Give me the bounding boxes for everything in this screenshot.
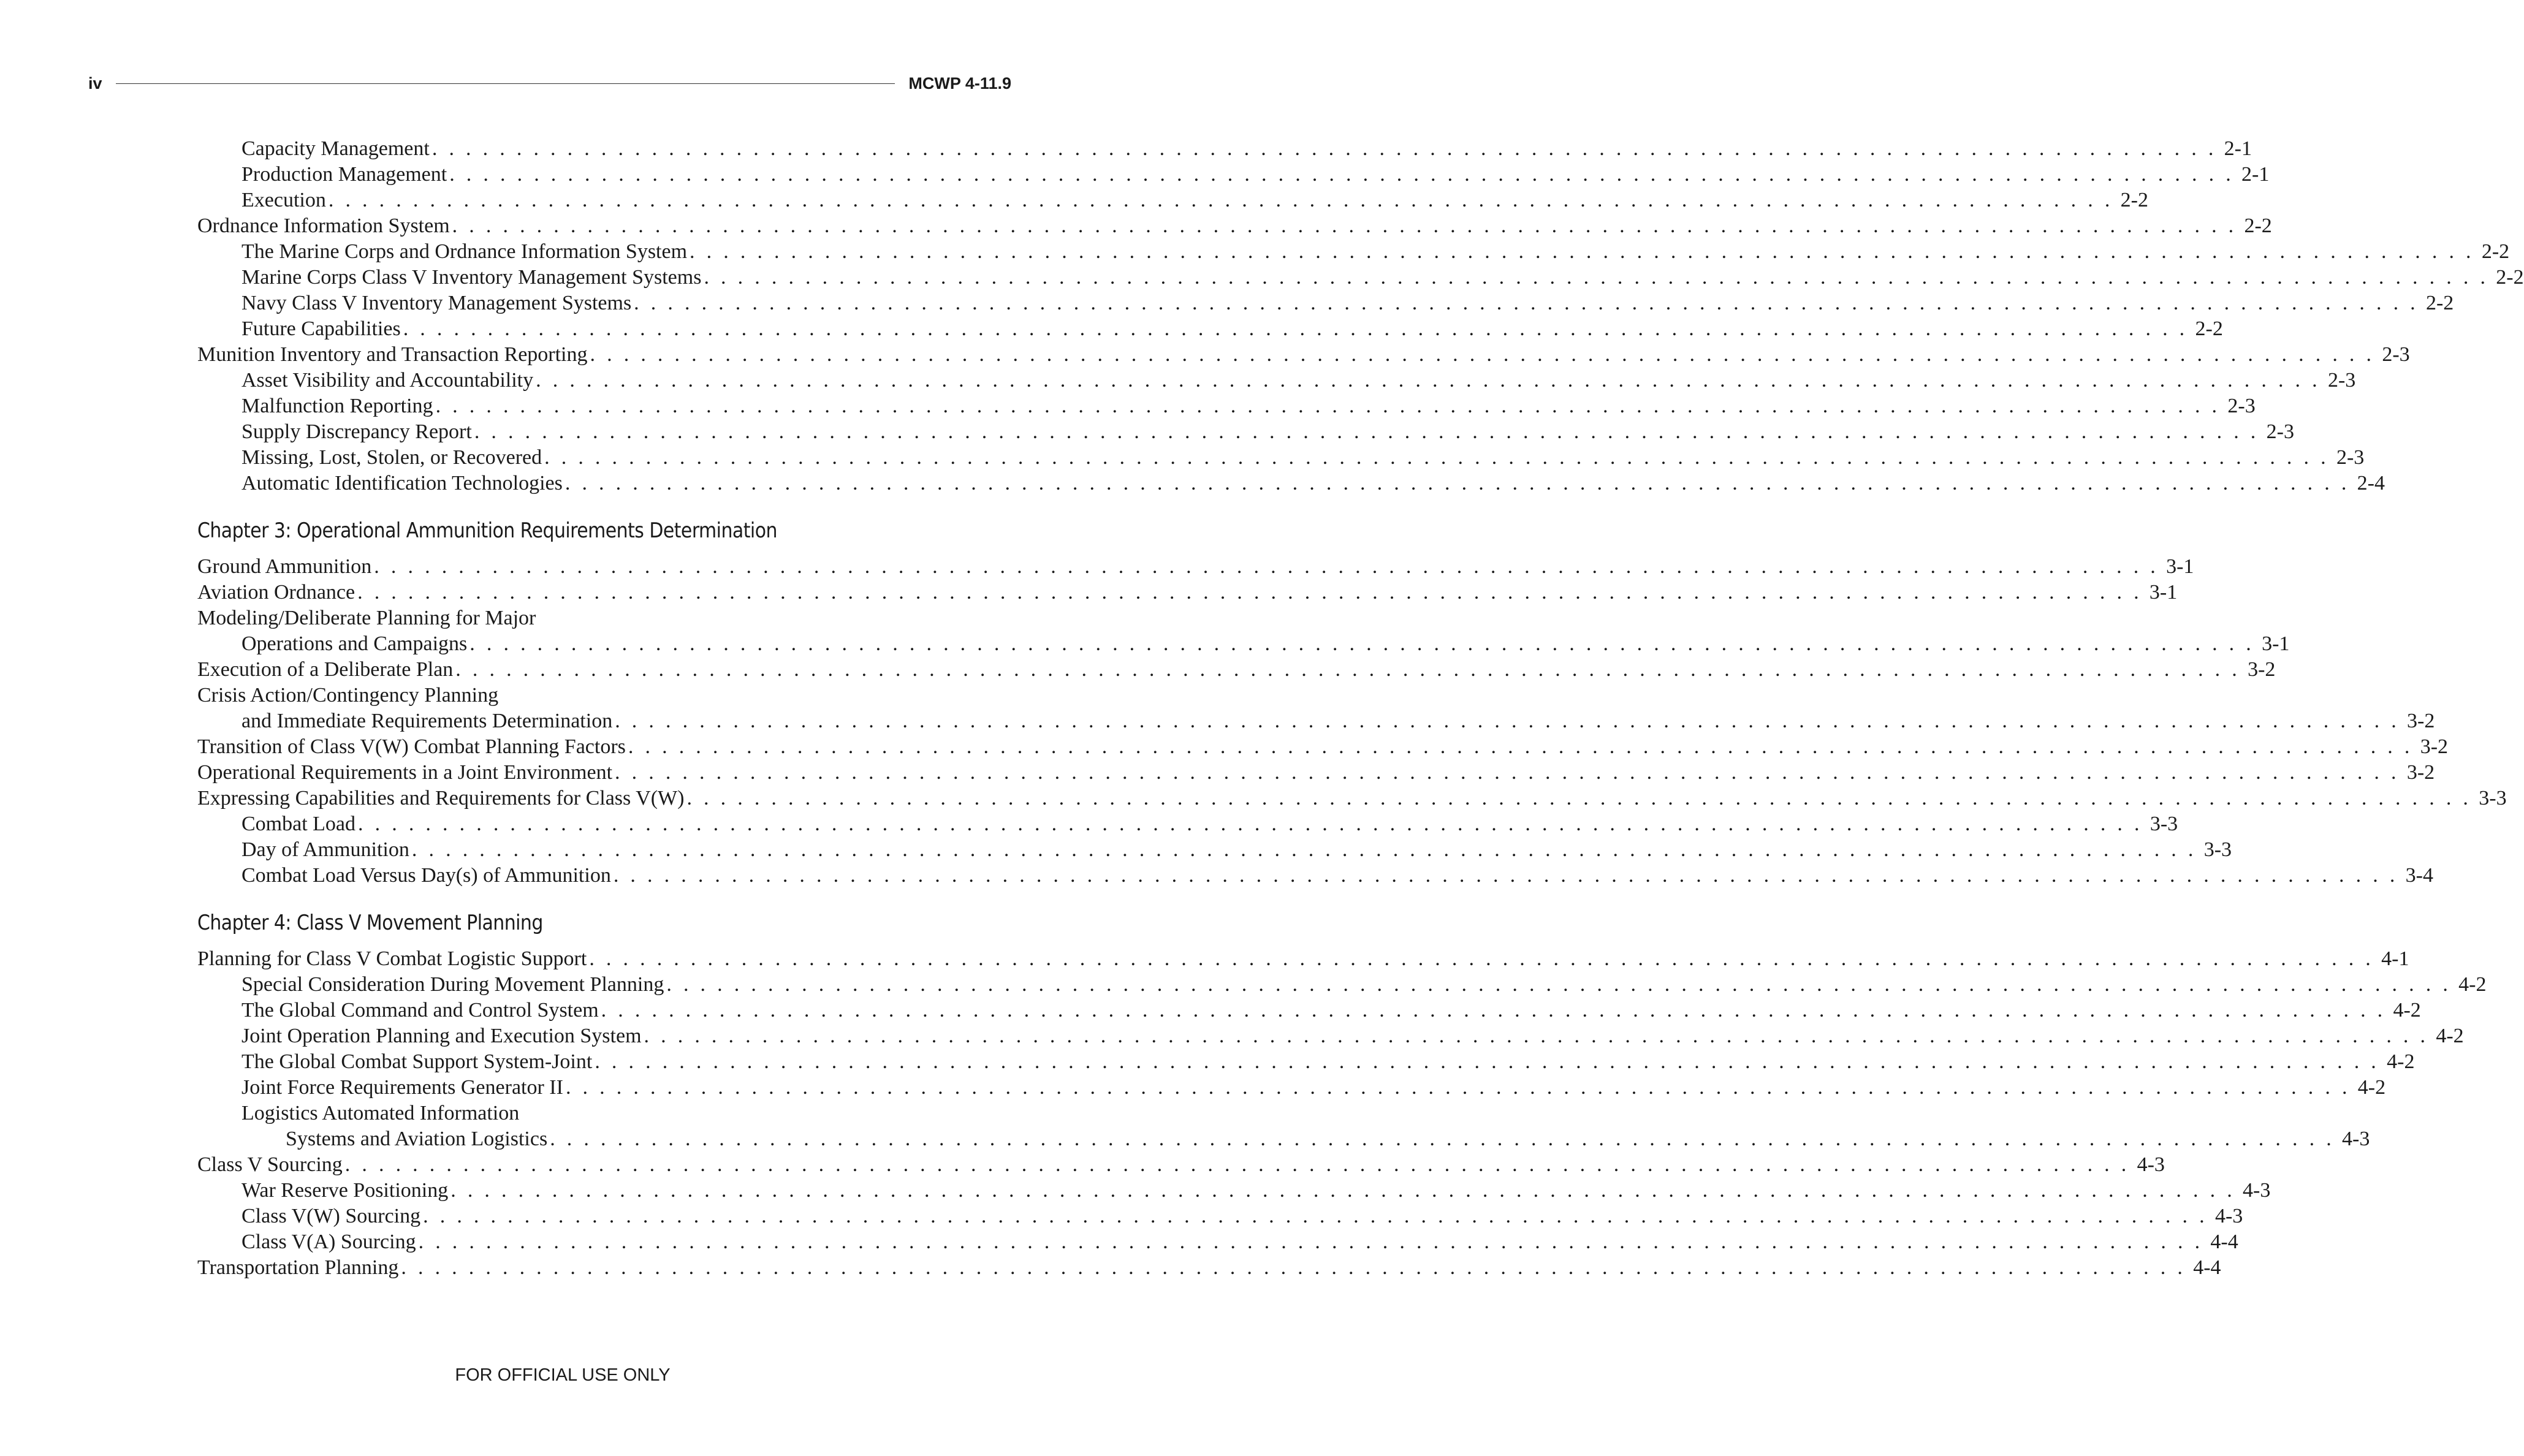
toc-entry-title: Crisis Action/Contingency Planning	[197, 684, 499, 707]
toc-entry	[197, 760, 2435, 786]
toc-entry-title: The Marine Corps and Ordnance Information System	[241, 240, 688, 263]
toc-entry-title: The Global Combat Support System-Joint	[241, 1050, 593, 1073]
dot-leader: . . . . . . . . . . . . . . . . . . . . . . . . . . . . . . . . . . . . . . . . . . . . . . . . . . . . . . . . . . . . . . . . . . . . . . . . . . . . . . . . . . . . . . . . . . . . . . . . . . . . . . . . . .	[411, 838, 2197, 861]
dot-leader: . . . . . . . . . . . . . . . . . . . . . . . . . . . . . . . . . . . . . . . . . . . . . . . . . . . . . . . . . . . . . . . . . . . . . . . . . . . . . . . . . . . . . . . . . . . . . . . . . . . . . . . . . .	[418, 1230, 2203, 1253]
toc-entry-title: Transportation Planning	[197, 1256, 399, 1279]
toc-entry-page: 3-2	[2407, 710, 2435, 732]
toc-entry-title: Joint Force Requirements Generator II	[241, 1076, 563, 1099]
toc-entry-title: and Immediate Requirements Determination	[241, 710, 613, 732]
toc-entry-title: Expressing Capabilities and Requirements for Class V(W)	[197, 787, 685, 810]
chapter-4-heading: Chapter 4: Class V Movement Planning	[197, 911, 543, 935]
toc-entry-page: 2-2	[2425, 292, 2454, 314]
toc-entry	[197, 188, 2148, 213]
dot-leader: . . . . . . . . . . . . . . . . . . . . . . . . . . . . . . . . . . . . . . . . . . . . . . . . . . . . . . . . . . . . . . . . . . . . . . . . . . . . . . . . . . . . . . . . . . . . . . . . . . . . . . . . . .	[450, 1179, 2236, 1202]
header-page-number: iv	[88, 74, 102, 93]
toc-entry-page: 4-2	[2357, 1076, 2386, 1099]
toc-entry-title: Operational Requirements in a Joint Environment	[197, 761, 613, 784]
dot-leader: . . . . . . . . . . . . . . . . . . . . . . . . . . . . . . . . . . . . . . . . . . . . . . . . . . . . . . . . . . . . . . . . . . . . . . . . . . . . . . . . . . . . . . . . . . . . . . . . . . . . . . . . . .	[564, 472, 2350, 495]
toc-entry	[197, 393, 2256, 419]
header-publication: MCWP 4-11.9	[908, 74, 1011, 93]
toc-entry	[197, 972, 2487, 998]
toc-entry	[197, 734, 2449, 760]
toc-entry-page: 2-2	[2244, 214, 2272, 237]
dot-leader: . . . . . . . . . . . . . . . . . . . . . . . . . . . . . . . . . . . . . . . . . . . . . . . . . . . . . . . . . . . . . . . . . . . . . . . . . . . . . . . . . . . . . . . . . . . . . . . . . . . . . . . . . .	[401, 1256, 2186, 1279]
toc-entry	[197, 605, 896, 631]
toc-entry	[197, 631, 2290, 657]
toc-entry	[197, 657, 2276, 683]
toc-entry-page: 3-2	[2406, 761, 2435, 784]
toc-entry-title: Ordnance Information System	[197, 214, 450, 237]
dot-leader: . . . . . . . . . . . . . . . . . . . . . . . . . . . . . . . . . . . . . . . . . . . . . . . . . . . . . . . . . . . . . . . . . . . . . . . . . . . . . . . . . . . . . . . . . . . . . . . . . . . . . . . . . .	[357, 581, 2142, 604]
dot-leader: . . . . . . . . . . . . . . . . . . . . . . . . . . . . . . . . . . . . . . . . . . . . . . . . . . . . . . . . . . . . . . . . . . . . . . . . . . . . . . . . . . . . . . . . . . . . . . . . . . . . . . . . . .	[589, 947, 2374, 970]
toc-entry-title: Class V(A) Sourcing	[241, 1230, 416, 1253]
dot-leader: . . . . . . . . . . . . . . . . . . . . . . . . . . . . . . . . . . . . . . . . . . . . . . . . . . . . . . . . . . . . . . . . . . . . . . . . . . . . . . . . . . . . . . . . . . . . . . . . . . . . . . . . . .	[550, 1128, 2335, 1150]
dot-leader: . . . . . . . . . . . . . . . . . . . . . . . . . . . . . . . . . . . . . . . . . . . . . . . . . . . . . . . . . . . . . . . . . . . . . . . . . . . . . . . . . . . . . . . . . . . . . . . . . . . . . . . . . .	[686, 787, 2472, 810]
toc-entry	[197, 1229, 2238, 1255]
dot-leader: . . . . . . . . . . . . . . . . . . . . . . . . . . . . . . . . . . . . . . . . . . . . . . . . . . . . . . . . . . . . . . . . . . . . . . . . . . . . . . . . . . . . . . . . . . . . . . . . . . . . . . . . . .	[590, 343, 2375, 366]
toc-entry-page: 2-1	[2241, 163, 2270, 186]
toc-entry-page: 2-2	[2120, 189, 2148, 211]
dot-leader: . . . . . . . . . . . . . . . . . . . . . . . . . . . . . . . . . . . . . . . . . . . . . . . . . . . . . . . . . . . . . . . . . . . . . . . . . . . . . . . . . . . . . . . . . . . . . . . . . . . . . . . . . .	[449, 163, 2235, 186]
toc-entry	[197, 1255, 2221, 1281]
toc-entry-title: Day of Ammunition	[241, 838, 409, 861]
toc-entry	[197, 1204, 2243, 1229]
dot-leader: . . . . . . . . . . . . . . . . . . . . . . . . . . . . . . . . . . . . . . . . . . . . . . . . . . . . . . . . . . . . . . . . . . . . . . . . . . . . . . . . . . . . . . . . . . . . . . . . . . . . . . . . . .	[595, 1050, 2380, 1073]
toc-entry-page: 4-3	[2214, 1205, 2243, 1227]
toc-entry	[197, 837, 2232, 863]
toc-entry-title: Combat Load	[241, 813, 356, 835]
toc-entry-page: 2-3	[2266, 420, 2294, 443]
toc-entry-title: Planning for Class V Combat Logistic Support	[197, 947, 587, 970]
toc-entry-page: 4-2	[2458, 973, 2487, 996]
toc-entry	[197, 368, 2356, 393]
dot-leader: . . . . . . . . . . . . . . . . . . . . . . . . . . . . . . . . . . . . . . . . . . . . . . . . . . . . . . . . . . . . . . . . . . . . . . . . . . . . . . . . . . . . . . . . . . . . . . . . . . . . . . . . . .	[431, 137, 2217, 160]
toc-entry-page: 4-3	[2342, 1128, 2370, 1150]
toc-entry-page: 3-4	[2405, 864, 2433, 887]
toc-entry-page: 2-3	[2327, 369, 2356, 392]
toc-entry	[197, 213, 2272, 239]
dot-leader: . . . . . . . . . . . . . . . . . . . . . . . . . . . . . . . . . . . . . . . . . . . . . . . . . . . . . . . . . . . . . . . . . . . . . . . . . . . . . . . . . . . . . . . . . . . . . . . . . . . . . . . . . .	[666, 973, 2452, 996]
dot-leader: . . . . . . . . . . . . . . . . . . . . . . . . . . . . . . . . . . . . . . . . . . . . . . . . . . . . . . . . . . . . . . . . . . . . . . . . . . . . . . . . . . . . . . . . . . . . . . . . . . . . . . . . . .	[704, 266, 2489, 289]
toc-entry-title: Navy Class V Inventory Management Systems	[241, 292, 632, 314]
toc-entry-title: Transition of Class V(W) Combat Planning Factors	[197, 735, 626, 758]
toc-entry	[197, 342, 2410, 368]
toc-entry-title: Joint Operation Planning and Execution System	[241, 1025, 642, 1047]
toc-entry-title: Class V Sourcing	[197, 1153, 343, 1176]
toc-entry-title: Malfunction Reporting	[241, 395, 433, 417]
dot-leader: . . . . . . . . . . . . . . . . . . . . . . . . . . . . . . . . . . . . . . . . . . . . . . . . . . . . . . . . . . . . . . . . . . . . . . . . . . . . . . . . . . . . . . . . . . . . . . . . . . . . . . . . . .	[328, 189, 2113, 211]
dot-leader: . . . . . . . . . . . . . . . . . . . . . . . . . . . . . . . . . . . . . . . . . . . . . . . . . . . . . . . . . . . . . . . . . . . . . . . . . . . . . . . . . . . . . . . . . . . . . . . . . . . . . . . . . .	[423, 1205, 2208, 1227]
toc-entry-title: Modeling/Deliberate Planning for Major	[197, 607, 536, 629]
toc-entry	[197, 316, 2223, 342]
toc-entry-page: 2-1	[2224, 137, 2252, 160]
toc-entry-page: 3-3	[2479, 787, 2507, 810]
toc-entry-page: 4-4	[2193, 1256, 2221, 1279]
toc-entry-title: Asset Visibility and Accountability	[241, 369, 534, 392]
toc-entry-title: Aviation Ordnance	[197, 581, 355, 604]
toc-entry	[197, 863, 2433, 889]
toc-entry-title: War Reserve Positioning	[241, 1179, 449, 1202]
toc-entry-title: Execution	[241, 189, 326, 211]
toc-entry-page: 2-2	[2195, 317, 2223, 340]
dot-leader: . . . . . . . . . . . . . . . . . . . . . . . . . . . . . . . . . . . . . . . . . . . . . . . . . . . . . . . . . . . . . . . . . . . . . . . . . . . . . . . . . . . . . . . . . . . . . . . . . . . . . . . . . .	[435, 395, 2221, 417]
toc-entry-page: 3-1	[2166, 555, 2194, 578]
toc-entry	[197, 1075, 2386, 1101]
dot-leader: . . . . . . . . . . . . . . . . . . . . . . . . . . . . . . . . . . . . . . . . . . . . . . . . . . . . . . . . . . . . . . . . . . . . . . . . . . . . . . . . . . . . . . . . . . . . . . . . . . . . . . . . . .	[455, 658, 2241, 681]
toc-entry-page: 2-4	[2357, 472, 2385, 495]
toc-entry	[197, 1049, 2415, 1075]
running-header	[88, 71, 1011, 96]
page-footer: FOR OFFICIAL USE ONLY	[455, 1365, 671, 1385]
dot-leader: . . . . . . . . . . . . . . . . . . . . . . . . . . . . . . . . . . . . . . . . . . . . . . . . . . . . . . . . . . . . . . . . . . . . . . . . . . . . . . . . . . . . . . . . . . . . . . . . . . . . . . . . . .	[613, 864, 2398, 887]
toc-entry	[197, 683, 896, 708]
toc-entry	[197, 580, 2178, 605]
toc-entry	[197, 1152, 2165, 1178]
toc-entry	[197, 265, 2524, 290]
dot-leader: . . . . . . . . . . . . . . . . . . . . . . . . . . . . . . . . . . . . . . . . . . . . . . . . . . . . . . . . . . . . . . . . . . . . . . . . . . . . . . . . . . . . . . . . . . . . . . . . . . . . . . . . . .	[452, 214, 2237, 237]
toc-entry-page: 4-4	[2210, 1230, 2238, 1253]
toc-entry-page: 4-2	[2393, 999, 2421, 1022]
toc-entry	[197, 1126, 2370, 1152]
toc-entry-page: 4-2	[2387, 1050, 2415, 1073]
toc-entry-title: Class V(W) Sourcing	[241, 1205, 421, 1227]
toc-entry	[197, 811, 2178, 837]
table-of-contents	[197, 136, 2524, 1281]
toc-entry-title: Combat Load Versus Day(s) of Ammunition	[241, 864, 611, 887]
dot-leader: . . . . . . . . . . . . . . . . . . . . . . . . . . . . . . . . . . . . . . . . . . . . . . . . . . . . . . . . . . . . . . . . . . . . . . . . . . . . . . . . . . . . . . . . . . . . . . . . . . . . . . . . . .	[615, 710, 2400, 732]
toc-entry-title: Ground Ammunition	[197, 555, 372, 578]
toc-entry-page: 3-1	[2149, 581, 2178, 604]
toc-entry-page: 2-3	[2382, 343, 2410, 366]
header-rule	[116, 83, 895, 84]
toc-entry-page: 3-1	[2262, 632, 2290, 655]
dot-leader: . . . . . . . . . . . . . . . . . . . . . . . . . . . . . . . . . . . . . . . . . . . . . . . . . . . . . . . . . . . . . . . . . . . . . . . . . . . . . . . . . . . . . . . . . . . . . . . . . . . . . . . . . .	[690, 240, 2474, 263]
dot-leader: . . . . . . . . . . . . . . . . . . . . . . . . . . . . . . . . . . . . . . . . . . . . . . . . . . . . . . . . . . . . . . . . . . . . . . . . . . . . . . . . . . . . . . . . . . . . . . . . . . . . . . . . . .	[644, 1025, 2429, 1047]
toc-entry-title: Production Management	[241, 163, 447, 186]
dot-leader: . . . . . . . . . . . . . . . . . . . . . . . . . . . . . . . . . . . . . . . . . . . . . . . . . . . . . . . . . . . . . . . . . . . . . . . . . . . . . . . . . . . . . . . . . . . . . . . . . . . . . . . . . .	[344, 1153, 2130, 1176]
dot-leader: . . . . . . . . . . . . . . . . . . . . . . . . . . . . . . . . . . . . . . . . . . . . . . . . . . . . . . . . . . . . . . . . . . . . . . . . . . . . . . . . . . . . . . . . . . . . . . . . . . . . . . . . . .	[634, 292, 2419, 314]
toc-entry-page: 3-2	[2248, 658, 2276, 681]
toc-entry	[197, 419, 2294, 445]
toc-entry-page: 4-3	[2137, 1153, 2165, 1176]
dot-leader: . . . . . . . . . . . . . . . . . . . . . . . . . . . . . . . . . . . . . . . . . . . . . . . . . . . . . . . . . . . . . . . . . . . . . . . . . . . . . . . . . . . . . . . . . . . . . . . . . . . . . . . . . .	[544, 446, 2329, 469]
toc-entry-title: Missing, Lost, Stolen, or Recovered	[241, 446, 542, 469]
toc-entry-title: Execution of a Deliberate Plan	[197, 658, 454, 681]
toc-group-chapter-3	[197, 554, 2507, 889]
toc-entry-title: Systems and Aviation Logistics	[286, 1128, 548, 1150]
dot-leader: . . . . . . . . . . . . . . . . . . . . . . . . . . . . . . . . . . . . . . . . . . . . . . . . . . . . . . . . . . . . . . . . . . . . . . . . . . . . . . . . . . . . . . . . . . . . . . . . . . . . . . . . . .	[474, 420, 2259, 443]
toc-entry-page: 4-1	[2381, 947, 2409, 970]
toc-entry	[197, 1023, 2464, 1049]
toc-entry-title: Special Consideration During Movement Planning	[241, 973, 664, 996]
toc-entry-title: The Global Command and Control System	[241, 999, 599, 1022]
toc-entry-page: 3-3	[2203, 838, 2232, 861]
toc-entry-page: 2-2	[2481, 240, 2510, 263]
toc-entry	[197, 471, 2385, 496]
toc-entry-title: Munition Inventory and Transaction Reporting	[197, 343, 588, 366]
toc-entry	[197, 946, 2409, 972]
toc-entry-page: 2-3	[2227, 395, 2256, 417]
toc-entry	[197, 1178, 2271, 1204]
dot-leader: . . . . . . . . . . . . . . . . . . . . . . . . . . . . . . . . . . . . . . . . . . . . . . . . . . . . . . . . . . . . . . . . . . . . . . . . . . . . . . . . . . . . . . . . . . . . . . . . . . . . . . . . . .	[469, 632, 2255, 655]
toc-entry	[197, 1101, 896, 1126]
toc-entry-title: Logistics Automated Information	[241, 1102, 520, 1124]
dot-leader: . . . . . . . . . . . . . . . . . . . . . . . . . . . . . . . . . . . . . . . . . . . . . . . . . . . . . . . . . . . . . . . . . . . . . . . . . . . . . . . . . . . . . . . . . . . . . . . . . . . . . . . . . .	[628, 735, 2413, 758]
chapter-3-heading: Chapter 3: Operational Ammunition Requirements Determination	[197, 518, 777, 543]
toc-entry	[197, 708, 2435, 734]
dot-leader: . . . . . . . . . . . . . . . . . . . . . . . . . . . . . . . . . . . . . . . . . . . . . . . . . . . . . . . . . . . . . . . . . . . . . . . . . . . . . . . . . . . . . . . . . . . . . . . . . . . . . . . . . .	[601, 999, 2386, 1022]
toc-group-chapter-4	[197, 946, 2487, 1281]
toc-entry	[197, 445, 2365, 471]
toc-entry-title: Operations and Campaigns	[241, 632, 468, 655]
toc-entry-page: 4-2	[2436, 1025, 2464, 1047]
toc-entry	[197, 239, 2510, 265]
toc-entry	[197, 162, 2270, 188]
toc-entry-page: 2-3	[2336, 446, 2365, 469]
dot-leader: . . . . . . . . . . . . . . . . . . . . . . . . . . . . . . . . . . . . . . . . . . . . . . . . . . . . . . . . . . . . . . . . . . . . . . . . . . . . . . . . . . . . . . . . . . . . . . . . . . . . . . . . . .	[403, 317, 2188, 340]
toc-entry-title: Capacity Management	[241, 137, 430, 160]
toc-entry	[197, 290, 2454, 316]
dot-leader: . . . . . . . . . . . . . . . . . . . . . . . . . . . . . . . . . . . . . . . . . . . . . . . . . . . . . . . . . . . . . . . . . . . . . . . . . . . . . . . . . . . . . . . . . . . . . . . . . . . . . . . . . .	[358, 813, 2143, 835]
toc-entry	[197, 554, 2194, 580]
dot-leader: . . . . . . . . . . . . . . . . . . . . . . . . . . . . . . . . . . . . . . . . . . . . . . . . . . . . . . . . . . . . . . . . . . . . . . . . . . . . . . . . . . . . . . . . . . . . . . . . . . . . . . . . . .	[615, 761, 2400, 784]
dot-leader: . . . . . . . . . . . . . . . . . . . . . . . . . . . . . . . . . . . . . . . . . . . . . . . . . . . . . . . . . . . . . . . . . . . . . . . . . . . . . . . . . . . . . . . . . . . . . . . . . . . . . . . . . .	[536, 369, 2321, 392]
toc-entry-title: Future Capabilities	[241, 317, 401, 340]
toc-entry-page: 3-3	[2150, 813, 2178, 835]
toc-entry	[197, 136, 2252, 162]
toc-entry-page: 2-2	[2496, 266, 2524, 289]
toc-entry-page: 3-2	[2420, 735, 2449, 758]
toc-entry-title: Automatic Identification Technologies	[241, 472, 563, 495]
dot-leader: . . . . . . . . . . . . . . . . . . . . . . . . . . . . . . . . . . . . . . . . . . . . . . . . . . . . . . . . . . . . . . . . . . . . . . . . . . . . . . . . . . . . . . . . . . . . . . . . . . . . . . . . . .	[374, 555, 2159, 578]
toc-entry	[197, 998, 2421, 1023]
toc-entry-title: Supply Discrepancy Report	[241, 420, 472, 443]
toc-entry-page: 4-3	[2243, 1179, 2271, 1202]
toc-entry-title: Marine Corps Class V Inventory Management Systems	[241, 266, 702, 289]
dot-leader: . . . . . . . . . . . . . . . . . . . . . . . . . . . . . . . . . . . . . . . . . . . . . . . . . . . . . . . . . . . . . . . . . . . . . . . . . . . . . . . . . . . . . . . . . . . . . . . . . . . . . . . . . .	[565, 1076, 2351, 1099]
toc-group-continued	[197, 136, 2524, 496]
toc-entry	[197, 786, 2507, 811]
